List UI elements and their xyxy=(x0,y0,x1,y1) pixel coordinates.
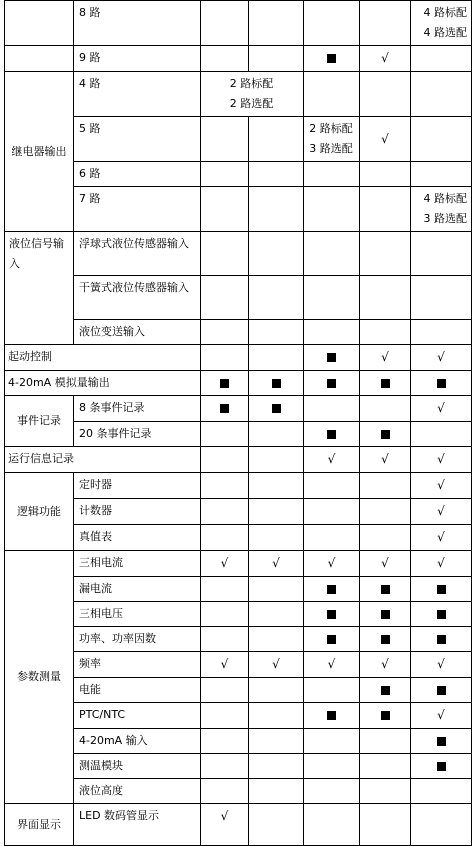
row-label: 定时器 xyxy=(74,473,201,499)
row-label: 计数器 xyxy=(74,499,201,525)
square-mark xyxy=(437,737,446,746)
row-label: 6 路 xyxy=(74,162,201,187)
section-run-info: 运行信息记录 xyxy=(5,447,201,473)
square-mark xyxy=(220,404,229,413)
row-label: 9 路 xyxy=(74,46,201,72)
square-mark xyxy=(327,585,336,594)
table-row xyxy=(5,371,472,396)
row-label: 电能 xyxy=(74,678,201,703)
square-mark xyxy=(381,711,390,720)
table-row xyxy=(5,162,472,187)
check-mark: √ xyxy=(381,452,389,466)
table-row xyxy=(5,754,472,779)
config-cell: 2 路标配 3 路选配 xyxy=(304,117,360,162)
check-mark: √ xyxy=(220,657,229,671)
table-row xyxy=(5,678,472,703)
table-row xyxy=(5,187,472,232)
section-event-record: 事件记录 xyxy=(5,396,74,447)
row-label: 20 条事件记录 xyxy=(74,422,201,447)
check-mark: √ xyxy=(381,556,389,570)
square-mark xyxy=(327,353,336,362)
check-mark: √ xyxy=(381,131,389,146)
row-label: 干簧式液位传感器输入 xyxy=(74,276,201,320)
square-mark xyxy=(272,404,281,413)
config-cell: 2 路标配 2 路选配 xyxy=(201,72,304,117)
check-mark: √ xyxy=(437,478,445,492)
section-liquid-level: 液位信号输入 xyxy=(5,232,74,345)
config-cell: 4 路标配 3 路选配 xyxy=(411,187,472,232)
section-relay-output: 继电器输出 xyxy=(5,72,74,232)
check-mark: √ xyxy=(220,809,229,823)
row-label: LED 数码管显示 xyxy=(74,804,201,846)
square-mark xyxy=(381,585,390,594)
square-mark xyxy=(327,711,336,720)
table-row xyxy=(5,232,472,276)
table-row xyxy=(5,396,472,422)
table-row xyxy=(5,703,472,729)
square-mark xyxy=(327,430,336,439)
check-mark: √ xyxy=(437,350,445,364)
square-mark xyxy=(437,635,446,644)
square-mark xyxy=(381,610,390,619)
check-mark: √ xyxy=(381,657,389,671)
row-label: 频率 xyxy=(74,652,201,678)
table-row xyxy=(5,804,472,846)
check-mark xyxy=(360,46,411,72)
row-label: 4-20mA 输入 xyxy=(74,729,201,754)
square-mark xyxy=(437,762,446,771)
row-label: 浮球式液位传感器输入 xyxy=(74,232,201,276)
row-label: 液位高度 xyxy=(74,779,201,804)
row-label: 5 路 xyxy=(74,117,201,162)
table-row xyxy=(5,499,472,525)
table-row xyxy=(5,551,472,577)
table-row xyxy=(5,652,472,678)
square-mark xyxy=(327,610,336,619)
check-mark: √ xyxy=(272,657,280,671)
square-mark xyxy=(381,635,390,644)
row-label: 液位变送输入 xyxy=(74,320,201,345)
square-mark xyxy=(381,430,390,439)
table-row xyxy=(5,602,472,627)
check-mark: √ xyxy=(327,452,336,466)
table-row xyxy=(5,422,472,447)
table-row xyxy=(5,473,472,499)
check-mark: √ xyxy=(437,504,445,518)
check-mark xyxy=(360,117,411,162)
check-mark: √ xyxy=(381,350,389,364)
check-mark: √ xyxy=(272,556,280,570)
square-mark xyxy=(327,54,336,63)
square-mark xyxy=(381,686,390,695)
table-row xyxy=(5,320,472,345)
check-mark: √ xyxy=(437,452,445,466)
table-row xyxy=(5,729,472,754)
row-label: PTC/NTC xyxy=(74,703,201,729)
table-row xyxy=(5,577,472,602)
table-row xyxy=(5,276,472,320)
row-label: 功率、功率因数 xyxy=(74,627,201,652)
config-cell: 4 路标配 4 路选配 xyxy=(411,1,472,46)
table-row xyxy=(5,117,472,162)
check-mark: √ xyxy=(327,657,336,671)
blank-cell xyxy=(5,1,74,46)
square-mark xyxy=(437,610,446,619)
section-start-control: 起动控制 xyxy=(5,345,201,371)
square-mark xyxy=(304,46,360,72)
square-mark xyxy=(272,379,281,388)
square-mark xyxy=(381,379,390,388)
row-label: 真值表 xyxy=(74,525,201,551)
row-label: 8 路 xyxy=(74,1,201,46)
check-mark: √ xyxy=(437,657,445,671)
table-row xyxy=(5,779,472,804)
square-mark xyxy=(327,379,336,388)
row-label: 三相电压 xyxy=(74,602,201,627)
square-mark xyxy=(437,379,446,388)
table-row xyxy=(5,525,472,551)
table-row xyxy=(5,72,472,117)
table-row xyxy=(5,627,472,652)
section-display: 界面显示 xyxy=(5,804,74,846)
table-row xyxy=(5,1,472,46)
check-mark: √ xyxy=(437,556,445,570)
row-label: 测温模块 xyxy=(74,754,201,779)
square-mark xyxy=(220,379,229,388)
row-label: 三相电流 xyxy=(74,551,201,577)
check-mark: √ xyxy=(437,530,445,544)
table-row xyxy=(5,447,472,473)
table-row xyxy=(5,345,472,371)
section-analog-output: 4-20mA 模拟量输出 xyxy=(5,371,201,396)
row-label: 漏电流 xyxy=(74,577,201,602)
table-row xyxy=(5,46,472,72)
section-param-measure: 参数测量 xyxy=(5,551,74,804)
check-mark: √ xyxy=(220,556,229,570)
row-label: 8 条事件记录 xyxy=(74,396,201,422)
check-mark: √ xyxy=(381,51,389,65)
section-logic: 逻辑功能 xyxy=(5,473,74,551)
check-mark: √ xyxy=(437,401,445,415)
square-mark xyxy=(437,585,446,594)
feature-table xyxy=(4,0,472,846)
check-mark: √ xyxy=(327,556,336,570)
row-label: 4 路 xyxy=(74,72,201,117)
check-mark: √ xyxy=(437,708,445,722)
square-mark xyxy=(437,686,446,695)
square-mark xyxy=(327,635,336,644)
row-label: 7 路 xyxy=(74,187,201,232)
